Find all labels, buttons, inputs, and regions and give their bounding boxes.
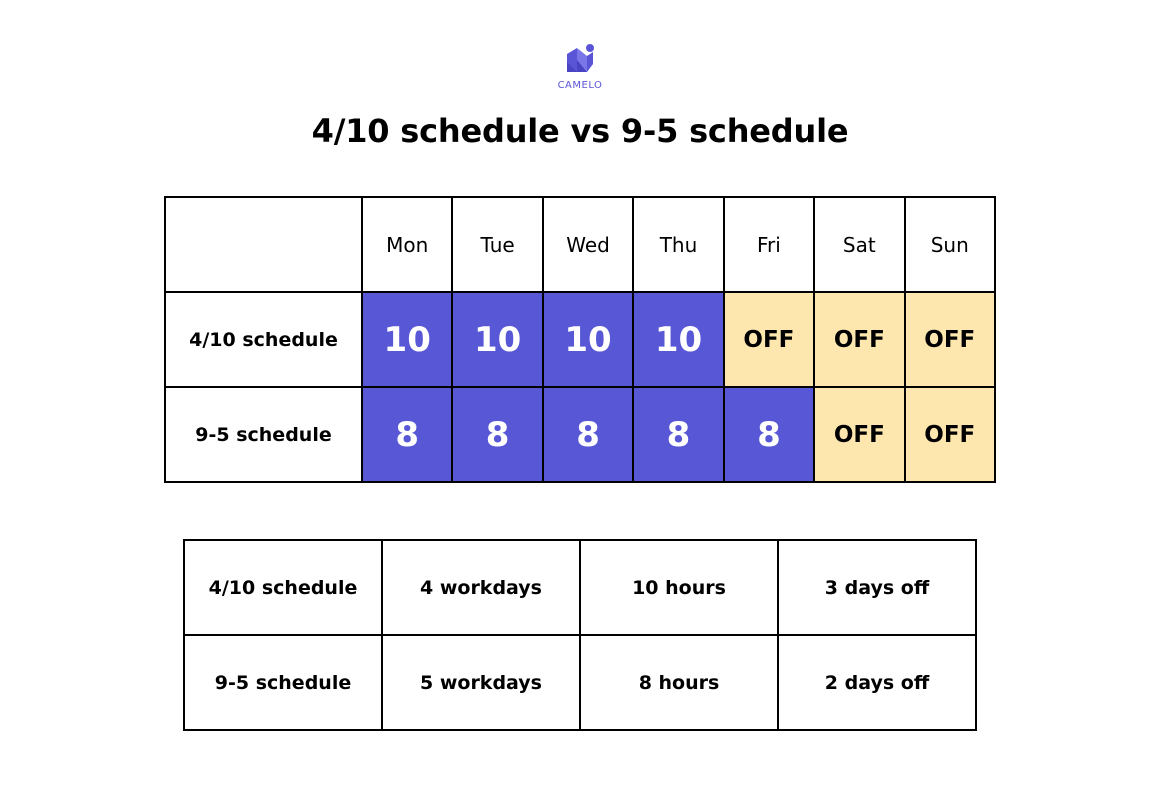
schedule-cell: OFF [905, 387, 995, 482]
schedule-cell: 8 [724, 387, 814, 482]
schedule-cell: 8 [452, 387, 542, 482]
summary-cell-days-off: 3 days off [778, 540, 976, 635]
schedule-cell: OFF [905, 292, 995, 387]
day-header-cell: Fri [724, 197, 814, 292]
summary-cell-schedule: 4/10 schedule [184, 540, 382, 635]
schedule-cell: OFF [724, 292, 814, 387]
summary-row-9-5 [184, 635, 976, 730]
schedule-cell: 10 [543, 292, 633, 387]
weekly-schedule-table [164, 196, 996, 483]
schedule-row-4-10 [165, 292, 995, 387]
day-header-row [165, 197, 995, 292]
schedule-cell: 10 [633, 292, 723, 387]
schedule-cell: 8 [362, 387, 452, 482]
summary-row-4-10 [184, 540, 976, 635]
day-header-cell: Wed [543, 197, 633, 292]
schedule-cell: 8 [633, 387, 723, 482]
header-corner-cell [165, 197, 362, 292]
day-header-cell: Sat [814, 197, 904, 292]
day-header-cell: Mon [362, 197, 452, 292]
row-label: 9-5 schedule [165, 387, 362, 482]
day-header-cell: Sun [905, 197, 995, 292]
day-header-cell: Thu [633, 197, 723, 292]
page-title: 4/10 schedule vs 9-5 schedule [311, 112, 849, 150]
schedule-cell: 10 [362, 292, 452, 387]
logo-text: CAMELO [557, 80, 603, 91]
row-label: 4/10 schedule [165, 292, 362, 387]
summary-cell-days-off: 2 days off [778, 635, 976, 730]
schedule-row-9-5 [165, 387, 995, 482]
summary-cell-workdays: 5 workdays [382, 635, 580, 730]
schedule-cell: OFF [814, 292, 904, 387]
summary-cell-hours: 10 hours [580, 540, 778, 635]
summary-table [183, 539, 977, 731]
camelo-logo-icon [563, 42, 597, 78]
summary-cell-schedule: 9-5 schedule [184, 635, 382, 730]
summary-cell-workdays: 4 workdays [382, 540, 580, 635]
schedule-cell: 10 [452, 292, 542, 387]
schedule-cell: 8 [543, 387, 633, 482]
schedule-cell: OFF [814, 387, 904, 482]
summary-cell-hours: 8 hours [580, 635, 778, 730]
day-header-cell: Tue [452, 197, 542, 292]
camelo-logo [540, 42, 620, 98]
